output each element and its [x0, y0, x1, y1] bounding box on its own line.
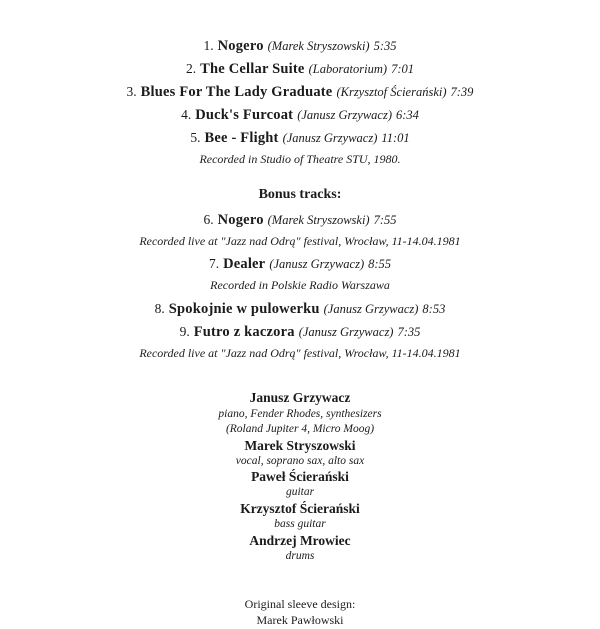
- personnel-name: Andrzej Mrowiec: [249, 532, 351, 548]
- bonus-tracks-heading: Bonus tracks:: [258, 186, 342, 202]
- track-title: Duck's Furcoat: [195, 107, 294, 123]
- track-composer: (Janusz Grzywacz): [282, 131, 378, 145]
- track-number: 7.: [208, 256, 220, 272]
- track-time: 7:01: [391, 62, 414, 76]
- track-composer: (Janusz Grzywacz): [298, 324, 394, 339]
- personnel-entry: [0, 501, 600, 533]
- track-recording-note: Recorded live at "Jazz nad Odrą" festival, Wrocław, 11-14.04.1981: [139, 233, 461, 248]
- track-composer: (Janusz Grzywacz): [269, 257, 365, 272]
- personnel-role: vocal, soprano sax, alto sax: [235, 454, 365, 467]
- track-number: 5.: [190, 130, 201, 145]
- track-row: [0, 59, 600, 79]
- track-composer: (Janusz Grzywacz): [297, 108, 392, 122]
- track-row: [0, 299, 600, 319]
- track-title: Dealer: [223, 256, 266, 273]
- track-time: 5:35: [373, 39, 397, 53]
- track-title: Spokojnie w pulowerku: [168, 300, 320, 317]
- main-recording-note: Recorded in Studio of Theatre STU, 1980.: [199, 152, 401, 166]
- personnel-role: drums: [285, 549, 315, 562]
- track-row: [0, 82, 600, 102]
- track-composer: (Laboratorium): [308, 62, 388, 76]
- track-composer: (Marek Stryszowski): [267, 39, 370, 53]
- track-number: 3.: [126, 84, 137, 99]
- track-time: 7:55: [373, 212, 397, 227]
- personnel-entry: [0, 390, 600, 437]
- track-title: Nogero: [217, 38, 264, 54]
- track-row: [0, 254, 600, 274]
- track-number: 6.: [203, 211, 214, 227]
- track-row: [0, 105, 600, 125]
- track-time: 11:01: [381, 131, 410, 145]
- track-number: 4.: [181, 107, 192, 122]
- sleeve-design-credit: [0, 597, 600, 628]
- track-time: 8:53: [422, 301, 446, 316]
- track-time: 6:34: [396, 108, 419, 122]
- sleeve-design-label: Original sleeve design:: [244, 597, 356, 612]
- track-composer: (Krzysztof Ścierański): [336, 85, 447, 99]
- personnel-role: piano, Fender Rhodes, synthesizers: [218, 407, 382, 420]
- tracklist: [0, 36, 600, 148]
- personnel-role-extra: (Roland Jupiter 4, Micro Moog): [225, 423, 375, 436]
- track-title: The Cellar Suite: [200, 61, 305, 77]
- track-number: 2.: [186, 61, 197, 76]
- track-time: 7:35: [397, 324, 421, 339]
- track-row: [0, 210, 600, 230]
- track-title: Nogero: [217, 211, 264, 228]
- track-row: [0, 322, 600, 342]
- personnel-name: Janusz Grzywacz: [249, 390, 351, 406]
- personnel-name: Marek Stryszowski: [244, 437, 356, 453]
- personnel-role: bass guitar: [274, 518, 326, 531]
- track-recording-note: Recorded in Polskie Radio Warszawa: [210, 278, 390, 293]
- sleeve-design-name: Marek Pawłowski: [256, 613, 344, 627]
- track-number: 1.: [203, 38, 214, 53]
- track-number: 9.: [179, 323, 190, 339]
- personnel-name: Krzysztof Ścierański: [240, 501, 360, 516]
- personnel-entry: [0, 469, 600, 501]
- track-title: Futro z kaczora: [193, 323, 295, 340]
- bonus-tracklist: [0, 210, 600, 362]
- track-title: Bee - Flight: [204, 130, 279, 146]
- personnel-name: Paweł Ścierański: [251, 469, 349, 485]
- personnel-credits: [0, 390, 600, 564]
- track-composer: (Janusz Grzywacz): [323, 301, 419, 316]
- track-title: Blues For The Lady Graduate: [140, 84, 333, 100]
- personnel-role: guitar: [285, 486, 315, 499]
- track-time: 8:55: [368, 257, 392, 272]
- track-row: [0, 36, 600, 56]
- track-time: 7:39: [450, 85, 474, 99]
- track-composer: (Marek Stryszowski): [267, 212, 370, 227]
- personnel-entry: [0, 533, 600, 565]
- track-recording-note: Recorded live at "Jazz nad Odrą" festival, Wrocław, 11-14.04.1981: [139, 345, 461, 360]
- track-number: 8.: [154, 300, 165, 316]
- personnel-entry: [0, 438, 600, 470]
- track-row: [0, 128, 600, 148]
